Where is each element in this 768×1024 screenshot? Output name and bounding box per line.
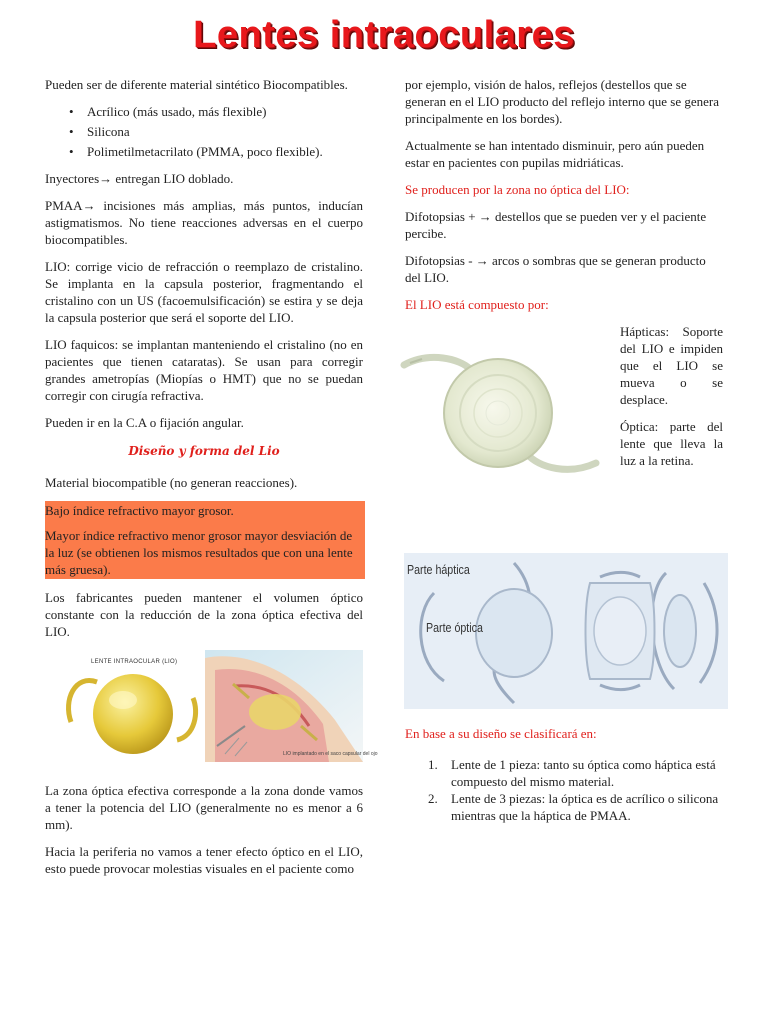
lens-types-gallery (404, 553, 728, 709)
diseno-heading: Diseño y forma del Lio (128, 444, 280, 458)
inyectores-paragraph: Inyectores→ entregan LIO doblado. (45, 171, 234, 186)
zona-no-optica-heading: Se producen por la zona no óptica del LIO: (405, 182, 630, 197)
page-title: Lentes intraoculares (193, 14, 575, 56)
faquicos-paragraph: LIO faquicos: se implantan manteniendo el cristalino (no en pacientes que tienen cataratas). Se usan para corregir grandes ametropías (Miopías o HMT) que no se puedan corregir con cirugía refractiva. (45, 337, 363, 403)
list-item: • Polimetilmetacrilato (PMMA, poco flexible). (45, 143, 363, 160)
figure-caption: LENTE INTRAOCULAR (LIO) (91, 659, 178, 665)
intro-paragraph: Pueden ser de diferente material sintético Biocompatibles. (45, 77, 348, 92)
eye-figure (205, 650, 378, 762)
list-number: 1. (428, 757, 438, 772)
list-item (405, 756, 723, 790)
highlight-line: Bajo índice refractivo mayor grosor. (45, 503, 234, 518)
difotopsias-minus-paragraph: Difotopsias - → arcos o sombras que se generan producto del LIO. (405, 253, 706, 285)
highlight-box (45, 501, 365, 579)
list-number: 2. (428, 791, 438, 806)
actualmente-paragraph: Actualmente se han intentado disminuir, pero aún pueden estar en pacientes con pupilas midriáticas. (405, 138, 705, 170)
material-paragraph: Material biocompatible (no generan reacciones). (45, 475, 298, 490)
gallery-label-haptic: Parte háptica (407, 562, 470, 577)
clasificacion-heading: En base a su diseño se clasificará en: (405, 726, 597, 741)
figure-caption: LIO implantado en el saco capsular del ojo (283, 751, 378, 757)
difotopsias-plus-paragraph: Difotopsias + → destellos que se pueden ver y el paciente percibe. (405, 209, 707, 241)
list-text: Lente de 1 pieza: tanto su óptica como háptica está compuesto del mismo material. (451, 757, 716, 789)
left-column (45, 76, 378, 887)
gallery-label-optic: Parte óptica (426, 620, 483, 635)
materials-list (45, 103, 363, 160)
lens-photo-illustration (400, 329, 600, 487)
list-item (405, 790, 723, 824)
lens-types-list (405, 756, 723, 824)
list-text: Lente de 3 piezas: la óptica es de acrílico o silicona mientras que la háptica de PMAA. (451, 791, 719, 823)
zona-efectiva-paragraph: La zona óptica efectiva corresponde a la zona donde vamos a tener la potencia del LIO (generalmente no es menor a 6 mm). (45, 783, 363, 832)
lens-figure (57, 650, 203, 762)
list-item: • Silicona (45, 123, 363, 140)
ca-paragraph: Pueden ir en la C.A o fijación angular. (45, 415, 244, 430)
fabricantes-paragraph: Los fabricantes pueden mantener el volumen óptico constante con la reducción de la zona óptica efectiva del LIO. (45, 590, 363, 639)
haptic-row (405, 323, 723, 468)
figures-row (45, 650, 378, 770)
lio-paragraph: LIO: corrige vicio de refracción o reemplazo de cristalino. Se implanta en la capsula posterior, fragmentando el cristalino con un US (facoemulsificación) se estira y se deja la capsula posterior que será el soporte del LIO. (45, 259, 363, 325)
haptic-description (620, 323, 723, 479)
periferia-paragraph: Hacia la periferia no vamos a tener efecto óptico en el LIO, esto puede provocar molestias visuales en el paciente como (45, 844, 363, 876)
right-column (405, 76, 723, 824)
list-item: • Acrílico (más usado, más flexible) (45, 103, 363, 120)
hapticas-paragraph: Hápticas: Soporte del LIO e impiden que el LIO se mueva o se desplace. (620, 324, 723, 407)
optica-paragraph: Óptica: parte del lente que lleva la luz a la retina. (620, 419, 723, 468)
compuesto-heading: El LIO está compuesto por: (405, 297, 549, 312)
highlight-line: Mayor índice refractivo menor grosor mayor desviación de la luz (se obtienen los mismos resultados que con una lente más gruesa). (45, 528, 353, 577)
pmaa-paragraph: PMAA→ incisiones más amplias, más puntos, inducían astigmatismos. No tiene reacciones adversas en el cuerpo biocompatibles. (45, 198, 363, 247)
continuation-paragraph: por ejemplo, visión de halos, reflejos (destellos que se generan en el LIO producto del reflejo interno que se genera principalmente en los bordes). (405, 77, 720, 126)
